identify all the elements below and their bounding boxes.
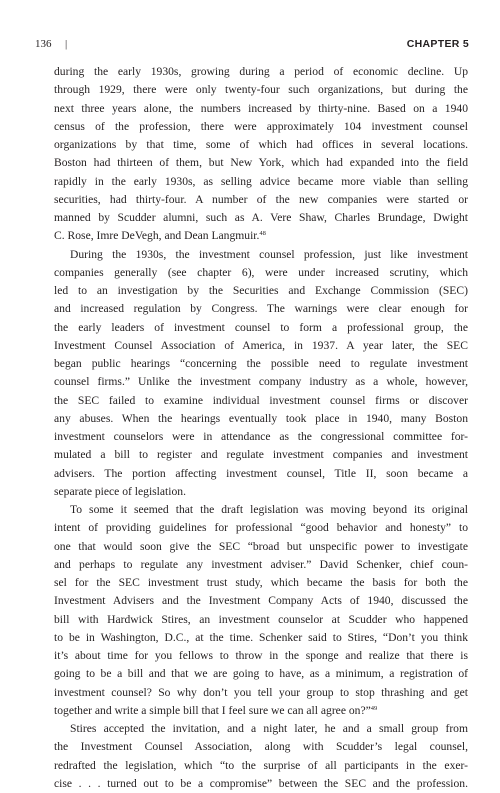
text-line: Stires accepted the invitation, and a night later, he and a small group from <box>70 722 468 735</box>
text-line: counsel firms.” Unlike the investment company industry as a whole, however, <box>54 375 468 389</box>
text-line: to be in Washington, D.C., at the time. Schenker said to Stires, “Don’t you think <box>54 630 468 644</box>
text-line: advisers. The portion affecting investment counsel, Title II, soon became a <box>54 466 468 480</box>
text-line: and increased regulation by Congress. The warnings were clear enough for <box>54 302 468 316</box>
running-head <box>35 36 469 52</box>
text-line: it’s about time for you fellows to throw in the sponge and realize that there is <box>54 649 468 662</box>
text-line: the Investment Counsel Association, along with Scudder’s legal counsel, <box>54 740 468 754</box>
header-separator: | <box>65 38 68 50</box>
text-line: next three years alone, the numbers increased by thirty-nine. Based on a 1940 <box>54 101 468 115</box>
text-line: and perhaps to regulate any investment adviser.” David Schenker, chief coun- <box>54 557 468 571</box>
text-line: manned by Scudder alumni, such as A. Vere Shaw, Charles Brundage, Dwight <box>54 211 468 224</box>
text-line: redrafted the legislation, which “to the surprise of all participants in the exer- <box>54 758 468 772</box>
paragraph <box>54 63 468 246</box>
chapter-label: CHAPTER 5 <box>406 38 469 50</box>
paragraph <box>54 501 468 720</box>
text-line: during the early 1930s, growing during a period of economic decline. Up <box>54 65 468 78</box>
text-line: led to an investigation by the Securities and Exchange Commission (SEC) <box>54 284 468 297</box>
text-line: organizations by that time, some of which had offices in several locations. <box>54 138 468 151</box>
footnote-reference[interactable]: 49 <box>370 704 378 712</box>
text-line: To some it seemed that the draft legislation was moving beyond its original <box>70 503 468 516</box>
text-line: bill with Hardwick Stires, an investment counselor at Scudder who happened <box>54 612 468 626</box>
text-line: together and write a simple bill that I feel sure we can all agree on?”$^{49}$ <box>54 703 378 717</box>
text-line: Investment Advisers and the Investment Company Acts of 1940, discussed the <box>54 594 468 608</box>
text-line: intent of providing guidelines for professional “good behavior and honesty” to <box>54 521 468 535</box>
page-number: 136 <box>35 38 52 50</box>
text-line: the SEC failed to examine individual investment counsel firms or discover <box>54 393 468 407</box>
text-line: cise . . . turned out to be a compromise” between the SEC and the profession. <box>54 776 468 790</box>
paragraph <box>54 720 468 793</box>
text-line: separate piece of legislation. <box>54 484 186 498</box>
text-line: census of the profession, there were approximately 104 investment counsel <box>54 119 468 133</box>
footnote-reference[interactable]: 48 <box>259 230 266 238</box>
text-line: through 1929, there were only twenty-four such organizations, but during the <box>54 83 468 97</box>
text-line: securities, had thirty-four. A number of the new companies were started or <box>54 192 468 206</box>
text-line: rapidly in the early 1930s, as selling advice became more viable than selling <box>54 174 468 188</box>
text-line: began public hearings “concerning the possible need to regulate investment <box>54 357 468 370</box>
text-line: the early leaders of investment counsel to form a professional group, the <box>54 320 468 334</box>
text-line: During the 1930s, the investment counsel profession, just like investment <box>70 247 468 261</box>
text-line: investment counselors were in attendance as the congressional committee for- <box>54 430 468 443</box>
text-line: Boston had thirteen of them, but New York, which had expanded into the field <box>54 156 468 170</box>
text-line: going to be a bill and that we are going to have, as a minimum, a registration of <box>54 667 468 681</box>
text-line: C. Rose, Imre DeVegh, and Dean Langmuir.$^{48}$ <box>54 229 266 243</box>
text-line: sel for the SEC investment trust study, which became the basis for both the <box>54 576 468 589</box>
paragraph <box>54 246 468 502</box>
text-line: Investment Counsel Association of America, in 1937. A year later, the SEC <box>54 338 468 352</box>
text-line: investment counsel? So why don’t you tell your group to stop thrashing and get <box>54 685 468 699</box>
text-line: mulated a bill to register and regulate investment companies and investment <box>54 448 468 462</box>
text-line: any abuses. When the hearings eventually took place in 1940, many Boston <box>54 411 468 425</box>
text-line: one that would soon give the SEC “broad but unspecific power to investigate <box>54 539 468 553</box>
body-text <box>54 63 468 793</box>
text-line: companies generally (see chapter 6), were under increased scrutiny, which <box>54 265 468 279</box>
